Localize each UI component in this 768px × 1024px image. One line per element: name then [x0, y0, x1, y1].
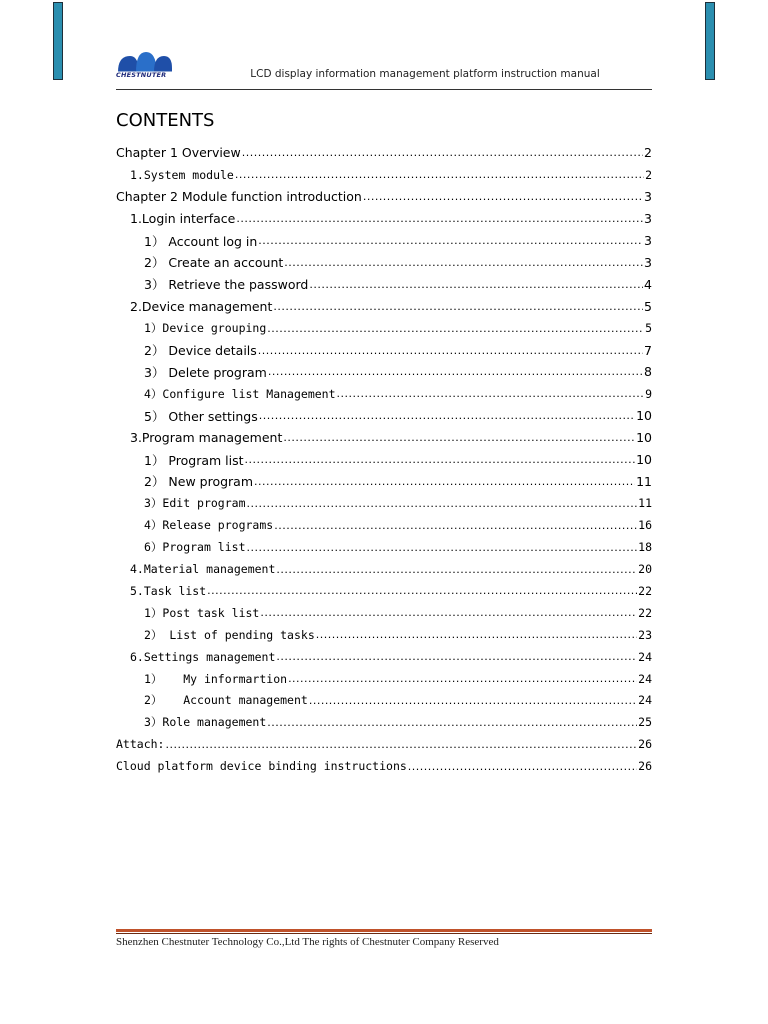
toc-entry-label: 4）Release programs — [144, 518, 274, 533]
toc-entry-page: 25 — [638, 715, 652, 730]
toc-entry[interactable] — [116, 690, 652, 712]
toc-entry-label: 6.Settings management — [130, 649, 276, 664]
toc-dot-leader — [284, 256, 643, 269]
toc-entry[interactable] — [116, 230, 652, 252]
toc-dot-leader — [288, 672, 637, 685]
toc-entry-label: 1）Device grouping — [144, 321, 267, 336]
toc-entry-label: 2） Create an account — [144, 255, 284, 271]
toc-entry[interactable] — [116, 755, 652, 777]
toc-dot-leader — [309, 278, 643, 291]
toc-entry-label: Attach: — [116, 737, 165, 752]
toc-entry-label: Chapter 2 Module function introduction — [116, 189, 362, 205]
toc-entry-label: 2） Device details — [144, 343, 257, 359]
toc-entry-page: 5 — [645, 321, 652, 336]
toc-entry-label: 3）Edit program — [144, 496, 246, 511]
toc-entry[interactable] — [116, 624, 652, 646]
toc-dot-leader — [207, 584, 637, 597]
binder-tab-right — [705, 2, 715, 80]
toc-entry-page: 11 — [636, 473, 652, 489]
toc-dot-leader — [165, 738, 637, 751]
toc-entry[interactable] — [116, 471, 652, 493]
toc-entry-label: 3） Retrieve the password — [144, 277, 309, 293]
toc-entry[interactable] — [116, 383, 652, 405]
toc-entry-page: 3 — [644, 254, 652, 270]
toc-dot-leader — [268, 365, 643, 378]
toc-entry-label: 3.Program management — [130, 430, 283, 446]
toc-entry-label: 1.Login interface — [130, 211, 236, 227]
toc-entry-page: 3 — [644, 189, 652, 205]
toc-dot-leader — [276, 563, 637, 576]
toc-dot-leader — [337, 387, 645, 400]
toc-dot-leader — [267, 322, 644, 335]
toc-entry-page: 2 — [645, 167, 652, 182]
toc-entry-page: 20 — [638, 562, 652, 577]
toc-dot-leader — [283, 431, 635, 444]
toc-dot-leader — [267, 716, 637, 729]
toc-dot-leader — [259, 409, 635, 422]
toc-entry-page: 24 — [638, 693, 652, 708]
toc-entry-label: 1）Post task list — [144, 605, 260, 620]
toc-dot-leader — [363, 190, 643, 203]
toc-entry-page: 3 — [644, 233, 652, 249]
toc-entry[interactable] — [116, 514, 652, 536]
toc-entry-label: 5.Task list — [130, 583, 207, 598]
contents-heading: CONTENTS — [116, 110, 215, 131]
document-header-title: LCD display information management platform instruction manual — [250, 68, 600, 80]
toc-dot-leader — [258, 344, 643, 357]
toc-dot-leader — [236, 212, 643, 225]
toc-entry[interactable] — [116, 492, 652, 514]
toc-entry-page: 10 — [636, 408, 652, 424]
toc-dot-leader — [242, 146, 643, 159]
toc-entry-page: 22 — [638, 583, 652, 598]
toc-entry-label: 2.Device management — [130, 298, 273, 314]
toc-entry[interactable] — [116, 208, 652, 230]
toc-entry-page: 22 — [638, 605, 652, 620]
toc-entry-page: 5 — [644, 298, 652, 314]
toc-entry-page: 8 — [644, 364, 652, 380]
footer-text: Shenzhen Chestnuter Technology Co.,Ltd The rights of Chestnuter Company Reserved — [116, 936, 499, 948]
logo-text: CHESTNUTER — [116, 71, 167, 79]
toc-dot-leader — [276, 650, 637, 663]
toc-dot-leader — [408, 760, 637, 773]
toc-entry[interactable] — [116, 317, 652, 339]
toc-entry-label: 1） My informartion — [144, 671, 288, 686]
toc-entry[interactable] — [116, 580, 652, 602]
toc-dot-leader — [273, 300, 643, 313]
toc-dot-leader — [247, 497, 638, 510]
toc-entry-label: 4.Material management — [130, 562, 276, 577]
toc-entry-label: 3） Delete program — [144, 364, 267, 380]
toc-entry[interactable] — [116, 536, 652, 558]
toc-entry[interactable] — [116, 361, 652, 383]
toc-entry[interactable] — [116, 405, 652, 427]
toc-entry-page: 11 — [638, 496, 652, 511]
toc-entry-label: 6）Program list — [144, 540, 246, 555]
toc-entry-label: 3）Role management — [144, 715, 267, 730]
toc-entry-label: 5） Other settings — [144, 408, 258, 424]
toc-entry[interactable] — [116, 273, 652, 295]
toc-entry[interactable] — [116, 668, 652, 690]
toc-entry[interactable] — [116, 558, 652, 580]
footer-divider-thin — [116, 933, 652, 934]
toc-entry-page: 26 — [638, 737, 652, 752]
toc-entry-page: 24 — [638, 671, 652, 686]
toc-dot-leader — [247, 541, 638, 554]
toc-entry-label: Chapter 1 Overview — [116, 145, 241, 161]
toc-dot-leader — [316, 628, 637, 641]
toc-entry-label: 1） Program list — [144, 452, 244, 468]
toc-entry-page: 7 — [644, 342, 652, 358]
toc-entry[interactable] — [116, 339, 652, 361]
toc-entry-page: 18 — [638, 540, 652, 555]
toc-dot-leader — [309, 694, 637, 707]
toc-entry-page: 3 — [644, 211, 652, 227]
toc-dot-leader — [260, 606, 637, 619]
toc-entry-page: 26 — [638, 759, 652, 774]
toc-entry[interactable] — [116, 164, 652, 186]
toc-entry-page: 10 — [636, 452, 652, 468]
toc-dot-leader — [235, 168, 644, 181]
toc-entry-page: 9 — [645, 386, 652, 401]
toc-dot-leader — [254, 475, 635, 488]
toc-entry-page: 23 — [638, 627, 652, 642]
toc-entry-label: 1） Account log in — [144, 233, 258, 249]
toc-dot-leader — [274, 519, 637, 532]
toc-dot-leader — [258, 234, 643, 247]
toc-entry[interactable] — [116, 186, 652, 208]
toc-entry-page: 16 — [638, 518, 652, 533]
toc-entry-page: 10 — [636, 430, 652, 446]
toc-entry-page: 4 — [644, 276, 652, 292]
toc-entry-label: 1.System module — [130, 167, 234, 182]
header-divider — [116, 89, 652, 90]
toc-entry[interactable] — [116, 602, 652, 624]
toc-dot-leader — [245, 453, 636, 466]
toc-entry[interactable] — [116, 295, 652, 317]
toc-entry-label: 2） Account management — [144, 693, 308, 708]
toc-entry[interactable] — [116, 427, 652, 449]
toc-entry-page: 24 — [638, 649, 652, 664]
toc-entry-label: Cloud platform device binding instructions — [116, 759, 407, 774]
toc-entry[interactable] — [116, 142, 652, 164]
toc-entry-label: 2） New program — [144, 474, 254, 490]
toc-entry[interactable] — [116, 252, 652, 274]
toc-entry-label: 4）Configure list Management — [144, 386, 336, 401]
toc-entry[interactable] — [116, 449, 652, 471]
binder-tab-left — [53, 2, 63, 80]
footer-divider — [116, 929, 652, 932]
toc-entry-label: 2） List of pending tasks — [144, 627, 315, 642]
toc-entry[interactable] — [116, 646, 652, 668]
toc-entry[interactable] — [116, 733, 652, 755]
toc-entry-page: 2 — [644, 145, 652, 161]
toc-entry[interactable] — [116, 711, 652, 733]
